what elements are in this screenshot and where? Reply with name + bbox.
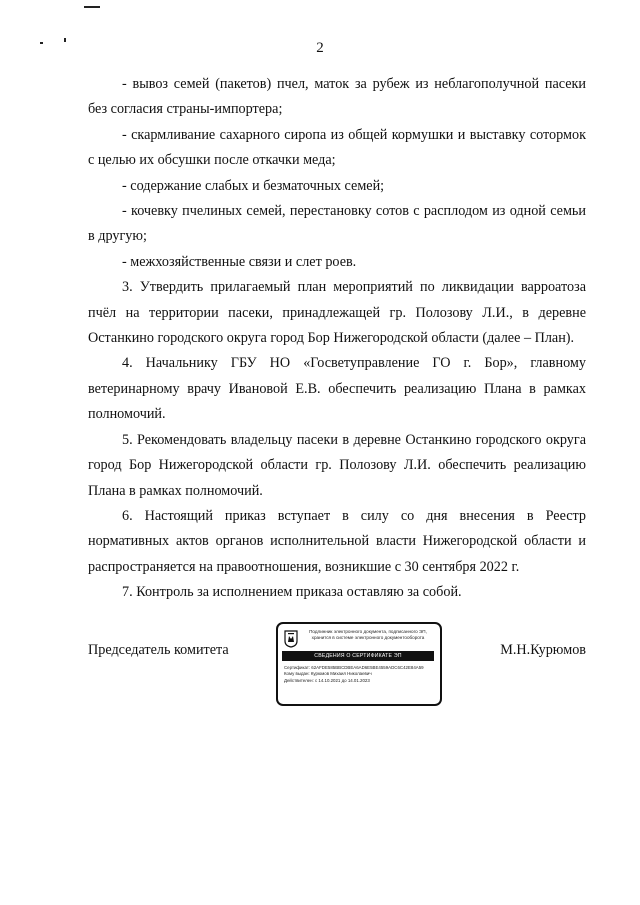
paragraph: - межхозяйственные связи и слет роев. [122, 253, 357, 270]
signature-name: М.Н.Курюмов [500, 642, 586, 658]
stamp-details [284, 665, 436, 684]
page-number: 2 [316, 40, 324, 56]
coat-of-arms-icon [284, 630, 298, 648]
stamp-title-bar: СВЕДЕНИЯ О СЕРТИФИКАТЕ ЭП [282, 651, 434, 661]
stamp-header: Подлинник электронного документа, подписанного ЭП, хранится в системе электронного документооборота [309, 629, 427, 640]
stamp-validity: Действителен: с 14.10.2021 до 14.01.2023 [284, 677, 370, 683]
paragraph: 7. Контроль за исполнением приказа оставляю за собой. [122, 584, 462, 601]
paragraph: - содержание слабых и безматочных семей; [122, 177, 385, 194]
paragraph: 6. Настоящий приказ вступает в силу со дня внесения в Реестр нормативных актов органов исполнительной власти Нижегородской области и распространяется на правоотношения, возникшие с 30 сентября 2022 г. [88, 507, 586, 575]
document-body [88, 72, 586, 606]
paragraph: 3. Утвердить прилагаемый план мероприятий по ликвидации варроатоза пчёл на территории пасеки, принадлежащей гр. Полозову Л.И., в деревне Останкино городского округа город Бор Нижегородской области (далее – План). [88, 279, 586, 347]
stamp-issued-to: Кому выдан: Курюмов Михаил Николаевич [284, 671, 372, 677]
paragraph: - вывоз семей (пакетов) пчел, маток за рубеж из неблагополучной пасеки без согласия страны-импортера; [88, 76, 586, 118]
paragraph: 4. Начальнику ГБУ НО «Госветуправление ГО г. Бор», главному ветеринарному врачу Ивановой Е.В. обеспечить реализацию Плана в рамках полномочий. [88, 355, 586, 423]
paragraph: 5. Рекомендовать владельцу пасеки в деревне Останкино городского округа город Бор Нижегородской области гр. Полозову Л.И. обеспечить реализацию Плана в рамках полномочий. [88, 431, 586, 499]
paragraph: - скармливание сахарного сиропа из общей кормушки и выставку сотормок с целью их обсушки после откачки меда; [88, 126, 586, 169]
electronic-signature-stamp [276, 622, 442, 706]
signature-block [88, 622, 586, 708]
signature-title: Председатель комитета [88, 642, 229, 658]
scan-artifact-mark [84, 6, 100, 8]
paragraph: - кочевку пчелиных семей, перестановку сотов с расплодом из одной семьи в другую; [88, 203, 586, 245]
stamp-certificate: Сертификат: 62AFDE585BBCDBEA6AD6E5BE4559ADC6C42E84A59 [284, 665, 424, 670]
